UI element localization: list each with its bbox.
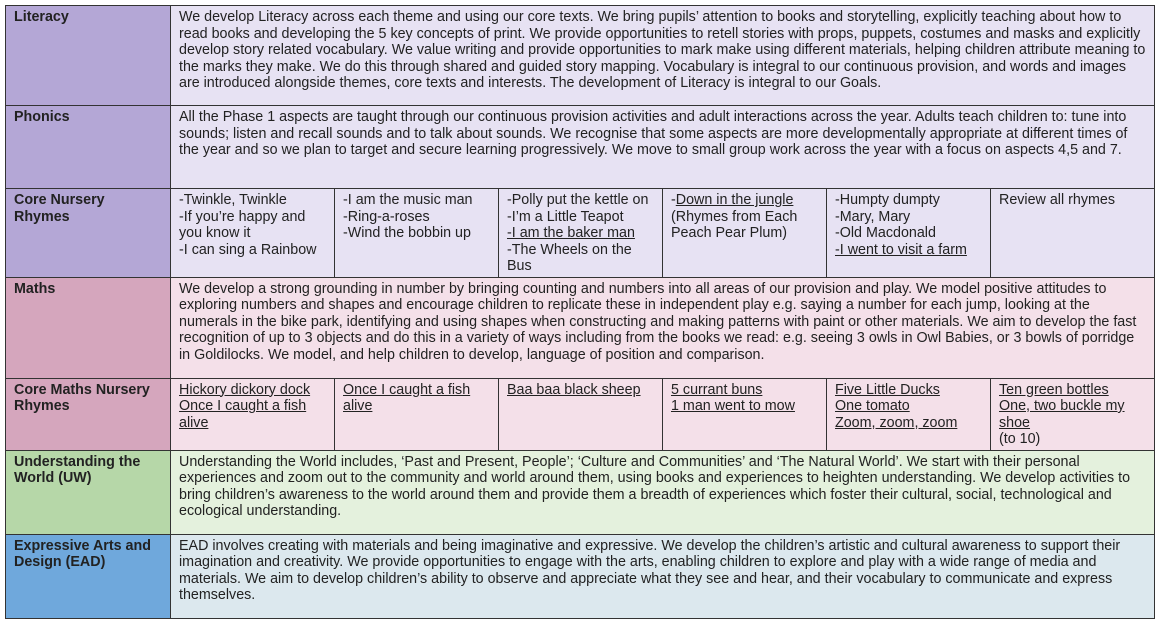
rhyme-item: -Humpty dumpty xyxy=(835,192,940,208)
rhyme-item: -Polly put the kettle on xyxy=(507,192,649,208)
ead-text: EAD involves creating with materials and being imaginative and expressive. We develop the children’s artistic and cultural awareness to support their imagination and creativity. We provide opportunities to engage with the arts, enabling children to explore and play with a wide range of media and materials. We aim to develop children’s ability to observe and appreciate what they see and hear, and their vocabulary to communicate and express themselves. xyxy=(171,534,1155,618)
rhyme-item: -I am the music man xyxy=(343,192,473,208)
uw-text: Understanding the World includes, ‘Past and Present, People’; ‘Culture and Communities’ and ‘The Natural World’. We start with their personal experiences and zoom out to the community and world around them, using books and experiences to heighten understanding. We develop activities to bring children’s awareness to the world around them and provide them a breadth of experiences which foster their cultural, social, technological and ecological understanding. xyxy=(171,450,1155,534)
maths-rhymes-cell-1 xyxy=(171,378,335,450)
maths-rhymes-cell-5 xyxy=(827,378,991,450)
row-phonics xyxy=(6,106,1155,189)
core-nursery-rhymes-label: Core Nursery Rhymes xyxy=(6,189,171,278)
rhyme-item: -Wind the bobbin up xyxy=(343,225,471,241)
row-core-maths-rhymes xyxy=(6,378,1155,450)
rhymes-cell-1 xyxy=(171,189,335,278)
rhyme-item: -If you’re happy and you know it xyxy=(179,208,306,241)
rhyme-link[interactable]: Down in the jungle xyxy=(675,192,794,208)
maths-rhyme-link[interactable]: Baa baa black sheep xyxy=(507,381,641,398)
maths-rhyme-link[interactable]: Five Little Ducks xyxy=(835,381,940,398)
maths-rhyme-link[interactable]: Once I caught a fish alive xyxy=(179,398,307,431)
phonics-label: Phonics xyxy=(6,106,171,189)
rhyme-link[interactable]: -I went to visit a farm xyxy=(835,241,967,258)
rhyme-item: -Twinkle, Twinkle xyxy=(179,192,287,208)
curriculum-table xyxy=(5,5,1155,619)
maths-rhyme-link[interactable]: Hickory dickory dock xyxy=(179,381,311,398)
literacy-label: Literacy xyxy=(6,6,171,106)
maths-rhymes-cell-6 xyxy=(991,378,1155,450)
rhymes-cell-3 xyxy=(499,189,663,278)
maths-rhyme-link[interactable]: One, two buckle my shoe xyxy=(999,398,1125,431)
phonics-text: All the Phase 1 aspects are taught through our continuous provision activities and adult interactions across the year. Adults teach children to: tune into sounds; listen and recall sounds and to talk about sounds. We recognise that some aspects are more developmentally appropriate at different times of the year and so we plan to target and secure learning progressively. We move to small group work across the year with a focus on aspects 4,5 and 7. xyxy=(171,106,1155,189)
maths-rhyme-link[interactable]: Zoom, zoom, zoom xyxy=(835,414,958,431)
rhyme-item: -Mary, Mary xyxy=(835,208,911,225)
maths-label: Maths xyxy=(6,277,171,378)
rhyme-item: (Rhymes from Each Peach Pear Plum) xyxy=(671,208,798,241)
maths-rhymes-cell-2 xyxy=(335,378,499,450)
rhymes-cell-4 xyxy=(663,189,827,278)
row-literacy xyxy=(6,6,1155,106)
rhyme-item: -I can sing a Rainbow xyxy=(179,241,317,258)
rhyme-item: -Old Macdonald xyxy=(835,225,936,241)
row-understanding-the-world xyxy=(6,450,1155,534)
row-expressive-arts xyxy=(6,534,1155,618)
maths-rhyme-link[interactable]: Ten green bottles xyxy=(999,381,1109,398)
row-core-nursery-rhymes xyxy=(6,189,1155,278)
rhyme-link-wrapper: -Down in the jungle xyxy=(671,192,794,208)
maths-rhyme-link[interactable]: 1 man went to mow xyxy=(671,398,795,414)
uw-label: Understanding the World (UW) xyxy=(6,450,171,534)
rhymes-cell-6 xyxy=(991,189,1155,278)
maths-rhyme-link[interactable]: Once I caught a fish alive xyxy=(343,381,471,414)
maths-text: We develop a strong grounding in number by bringing counting and numbers into all areas of our provision and play. We model positive attitudes to exploring numbers and shapes and encourage children to replicate these in independent play e.g. saying a number for each jump, looking at the numerals in the bike park, identifying and using shapes when constructing and making patterns with paint or other materials. We aim to develop the fast recognition of up to 3 objects and do this in a variety of ways including from the books we read: e.g. seeing 3 owls in Owl Babies, or 3 bowls of porridge in Goldilocks. We model, and help children to develop, language of position and comparison. xyxy=(171,277,1155,378)
rhyme-item: -Ring-a-roses xyxy=(343,208,430,225)
rhyme-item: Review all rhymes xyxy=(999,192,1115,208)
core-maths-rhymes-label: Core Maths Nursery Rhymes xyxy=(6,378,171,450)
maths-rhymes-cell-4 xyxy=(663,378,827,450)
maths-rhyme-link[interactable]: 5 currant buns xyxy=(671,381,763,398)
literacy-text: We develop Literacy across each theme and using our core texts. We bring pupils’ attention to books and storytelling, explicitly teaching about how to read books and developing the 5 key concepts of print. We provide opportunities to retell stories with props, puppets, costumes and masks and explicitly develop story related vocabulary. We value writing and provide opportunities to mark make using different materials, helping children attribute meaning to the marks they make. We do this through shared and guided story mapping. Vocabulary is integral to our continuous provision, and words and images are introduced alongside themes, core texts and interests. The development of Literacy is integral to our Goals. xyxy=(171,6,1155,106)
maths-rhyme-link[interactable]: One tomato xyxy=(835,398,910,414)
rhyme-link[interactable]: -I am the baker man xyxy=(507,225,635,241)
ead-label: Expressive Arts and Design (EAD) xyxy=(6,534,171,618)
rhymes-cell-5 xyxy=(827,189,991,278)
maths-rhyme-note: (to 10) xyxy=(999,431,1041,447)
maths-rhymes-cell-3 xyxy=(499,378,663,450)
row-maths xyxy=(6,277,1155,378)
rhymes-cell-2 xyxy=(335,189,499,278)
rhyme-item: -I’m a Little Teapot xyxy=(507,208,624,225)
rhyme-item: -The Wheels on the Bus xyxy=(507,241,632,274)
